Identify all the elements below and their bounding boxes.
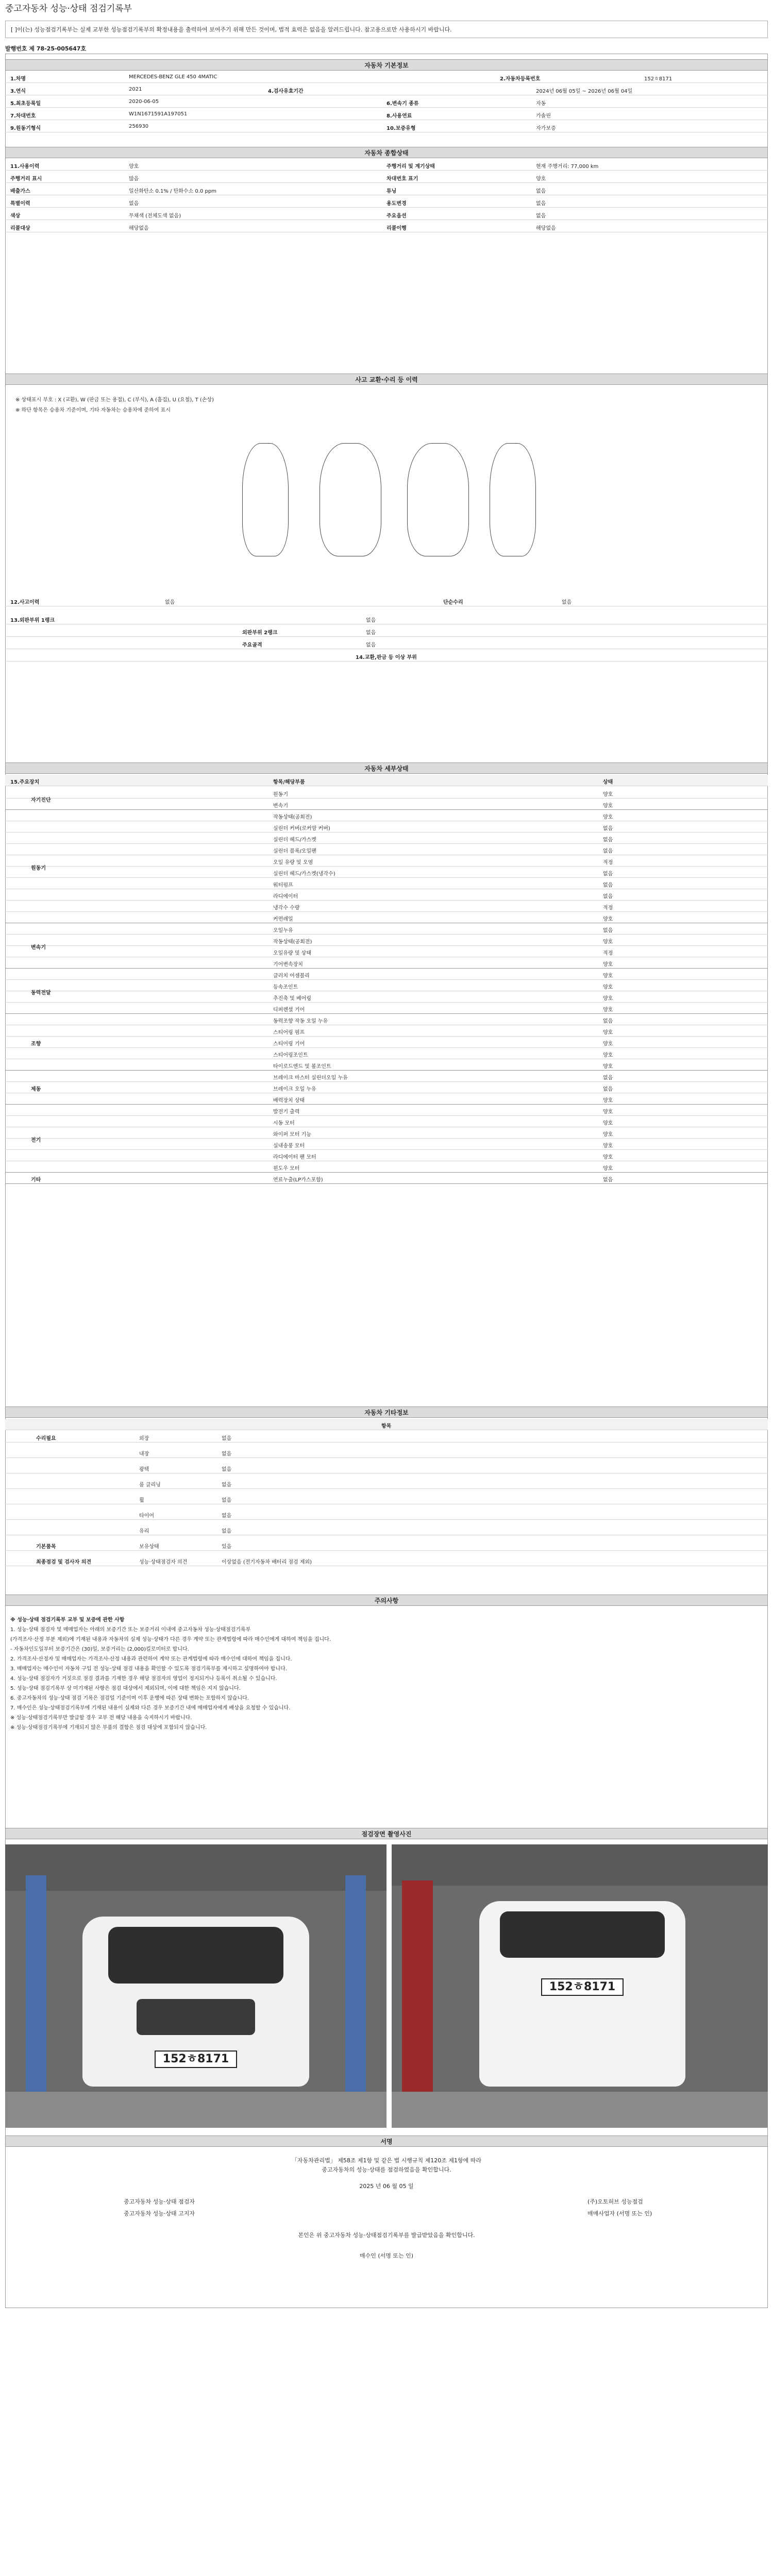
detail-row: [5, 1082, 768, 1093]
detail-item-status: 없음: [603, 894, 613, 900]
field-value: 없음: [165, 600, 175, 605]
detail-row: [5, 991, 768, 1003]
basic-row: [5, 109, 768, 120]
notes-line: 5. 성능·상태 점검기록부 상 미기재된 사항은 점검 대상에서 제외되며, 이에 대한 책임은 지지 않습니다.: [10, 1686, 241, 1691]
license-plate: 152ㅎ8171: [155, 2050, 237, 2068]
detail-row: [5, 878, 768, 889]
detail-item-status: 없음: [603, 826, 613, 832]
field-label: 3.연식: [10, 89, 26, 94]
section-basic-title: 자동차 기본정보: [5, 59, 768, 71]
others-item-label: 보유상태: [139, 1544, 159, 1550]
field-value: 없음: [366, 618, 376, 623]
detail-item-label: 라디에이터: [273, 894, 298, 900]
detail-item-status: 없음: [603, 1019, 613, 1024]
others-item-label: 타이어: [139, 1513, 154, 1519]
photo-front: [5, 1844, 386, 2128]
others-item-status: 없음: [222, 1467, 232, 1472]
accident-row: [5, 595, 768, 606]
detail-row: [5, 912, 768, 923]
notes-line: 2. 가격조사·산정자 및 매매업자는 가격조사·산정 내용과 관련하여 계약 또는 관계법령에 따라 매수인에 대하여 책임을 집니다.: [10, 1656, 292, 1662]
field-value: 없음: [536, 213, 546, 219]
others-item-label: 유리: [139, 1529, 149, 1534]
field-value: 일산화탄소 0.1% / 탄화수소 0.0 ppm: [129, 189, 216, 194]
detail-item-status: 양호: [603, 973, 613, 979]
detail-item-label: 스티어링조인트: [273, 1053, 308, 1058]
detail-item-label: 실린더 블록/오일팬: [273, 849, 316, 854]
notes-line: 6. 중고자동차의 성능·상태 점검 기록은 점검일 기준이며 이후 운행에 따른 상태 변화는 포함하지 않습니다.: [10, 1696, 249, 1701]
others-item-label: 성능·상태점검자 의견: [139, 1560, 188, 1565]
car-side-left: [242, 443, 289, 556]
notes-line: ※ 성능·상태점검기록부만 발급할 경우 교부 전 해당 내용을 숙지하시기 바랍니다.: [10, 1715, 192, 1721]
field-label: 10.보증유형: [386, 126, 416, 131]
basic-row: [5, 121, 768, 132]
others-item-label: 내장: [139, 1451, 149, 1457]
detail-row: [5, 1059, 768, 1071]
detail-item-label: 실내송풍 모터: [273, 1143, 305, 1149]
detail-item-label: 기어변속장치: [273, 962, 303, 968]
others-item-status: 있음: [222, 1544, 232, 1550]
section-detail-title: 자동차 세부상태: [5, 762, 768, 774]
detail-item-status: 양호: [603, 996, 613, 1002]
field-label: 주행거리 및 계기상태: [386, 164, 435, 170]
detail-item-label: 추진축 및 베어링: [273, 996, 311, 1002]
others-item-status: 없음: [222, 1482, 232, 1488]
detail-row: [5, 1093, 768, 1105]
others-row: [5, 1555, 768, 1566]
field-value: 양호: [129, 164, 139, 170]
detail-row: [5, 1003, 768, 1014]
accident-row: [5, 650, 768, 662]
field-label: 13.외판부위 1랭크: [10, 618, 55, 623]
detail-row: [5, 935, 768, 946]
car-top-rear: [407, 443, 469, 556]
detail-item-label: 커먼레일: [273, 917, 293, 922]
detail-item-label: 워터펌프: [273, 883, 293, 888]
detail-row: [5, 821, 768, 833]
field-value: 없음: [366, 630, 376, 636]
accident-row: [5, 638, 768, 649]
field-value: 256930: [129, 124, 149, 129]
detail-item-label: 작동상태(공회전): [273, 939, 312, 945]
notes-line: ※ 성능·상태 점검기록부 교부 및 보증에 관한 사항: [10, 1617, 125, 1623]
detail-item-label: 실린더 헤드/가스켓: [273, 837, 316, 843]
accident-note: ※ 하단 항목은 승용차 기준이며, 기타 자동차는 승용차에 준하여 표시: [15, 408, 171, 413]
detail-item-status: 없음: [603, 928, 613, 934]
field-label: 주요골격: [242, 642, 262, 648]
column-header: 항목: [381, 1423, 392, 1429]
field-value: 해당없음: [129, 226, 149, 231]
detail-item-status: 없음: [603, 849, 613, 854]
detail-row: [5, 1127, 768, 1139]
others-item-status: 없음: [222, 1451, 232, 1457]
notes-line: ※ 성능·상태점검기록부에 기재되지 않은 부품의 결함은 점검 대상에 포함되지 않습니다.: [10, 1725, 207, 1731]
notes-line: 4. 성능·상태 점검자가 거짓으로 점검 결과를 기재한 경우 해당 점검자의 영업이 정지되거나 등록이 취소될 수 있습니다.: [10, 1676, 277, 1682]
section-notes-title: 주의사항: [5, 1595, 768, 1606]
notes-line: 7. 매수인은 성능·상태점검기록부에 기재된 내용이 실제와 다른 경우 보증기간 내에 매매업자에게 배상을 요청할 수 있습니다.: [10, 1705, 291, 1711]
field-value: 자동: [536, 101, 546, 107]
general-row: [5, 209, 768, 220]
detail-row: [5, 980, 768, 991]
section-general-title: 자동차 종합상태: [5, 147, 768, 158]
detail-item-label: 냉각수 수량: [273, 905, 300, 911]
field-label: 12.사고이력: [10, 600, 40, 605]
detail-item-label: 라디에이터 팬 모터: [273, 1155, 316, 1160]
detail-item-status: 양호: [603, 803, 613, 809]
others-item-status: 없음: [222, 1513, 232, 1519]
field-label: 11.사용이력: [10, 164, 40, 170]
detail-row: [5, 844, 768, 855]
detail-item-label: 등속조인트: [273, 985, 298, 990]
general-row: [5, 159, 768, 171]
detail-item-label: 와이퍼 모터 기능: [273, 1132, 311, 1138]
field-label: 특별이력: [10, 201, 30, 207]
detail-item-label: 발전기 출력: [273, 1109, 300, 1115]
detail-row: [5, 923, 768, 935]
sign-line-1: 「자동차관리법」 제58조 제1항 및 같은 법 시행규칙 제120조 제1항에 따라: [291, 2157, 482, 2164]
detail-item-status: 양호: [603, 1109, 613, 1115]
field-label: 5.최초등록일: [10, 101, 41, 107]
others-row: [5, 1524, 768, 1535]
detail-item-status: 양호: [603, 1166, 613, 1172]
accident-row: [5, 625, 768, 637]
detail-item-label: 동력조향 작동 오일 누유: [273, 1019, 328, 1024]
detail-item-label: 오일유량 및 상태: [273, 951, 311, 956]
sign-receipt: 본인은 위 중고자동차 성능·상태점검기록부를 발급받았음을 확인합니다.: [298, 2232, 475, 2239]
detail-row: [5, 1071, 768, 1082]
field-value: 2020-06-05: [129, 99, 159, 105]
field-label: 4.검사유효기간: [268, 89, 304, 94]
detail-header: [5, 775, 768, 786]
field-label: 주행거리 표시: [10, 176, 42, 182]
field-value: 없음: [366, 642, 376, 648]
general-row: [5, 184, 768, 195]
sign-buyer: 매수인 (서명 또는 인): [359, 2252, 414, 2259]
others-group-label: 최종점검 및 검사자 의견: [36, 1560, 92, 1565]
section-sign-title: 서명: [5, 2136, 768, 2147]
notice-box: [5, 21, 768, 38]
detail-item-status: 양호: [603, 1155, 613, 1160]
detail-item-label: 스티어링 펌프: [273, 1030, 305, 1036]
detail-item-status: 양호: [603, 815, 613, 820]
field-value: 없음: [536, 201, 546, 207]
detail-item-label: 연료누출(LP가스포함): [273, 1177, 323, 1183]
detail-row: [5, 1150, 768, 1161]
detail-item-status: 양호: [603, 1064, 613, 1070]
detail-group-label: 기타: [31, 1177, 41, 1183]
sign-line-2: 중고자동차의 성능·상태를 점검하였음을 확인합니다.: [322, 2166, 451, 2173]
detail-group-label: 변속기: [31, 945, 46, 951]
sign-label: 중고자동차 성능·상태 점검자: [124, 2198, 195, 2205]
field-value: 없음: [536, 189, 546, 194]
detail-item-status: 양호: [603, 1041, 613, 1047]
detail-row: [5, 946, 768, 957]
others-row: [5, 1493, 768, 1504]
field-label: 6.변속기 종류: [386, 101, 419, 107]
field-label: 9.원동기형식: [10, 126, 41, 131]
field-value: 자가보증: [536, 126, 556, 131]
detail-item-label: 스티어링 기어: [273, 1041, 305, 1047]
detail-item-status: 양호: [603, 1007, 613, 1013]
detail-item-label: 브레이크 오일 누유: [273, 1087, 316, 1092]
detail-row: [5, 889, 768, 901]
sign-inspector-row: [0, 2197, 773, 2208]
field-label: 14.교환,판금 등 이상 부위: [356, 655, 417, 660]
field-value: MERCEDES-BENZ GLE 450 4MATIC: [129, 74, 217, 80]
detail-item-status: 양호: [603, 985, 613, 990]
car-side-right: [490, 443, 536, 556]
detail-item-status: 양호: [603, 939, 613, 945]
detail-row: [5, 957, 768, 969]
detail-item-status: 적정: [603, 951, 613, 956]
sign-value: 매매사업자 (서명 또는 인): [587, 2210, 652, 2217]
detail-row: [5, 1105, 768, 1116]
section-photo-title: 점검장면 촬영사진: [5, 1828, 768, 1839]
detail-item-label: 실린더 커버(로커암 커버): [273, 826, 330, 832]
sign-label: 중고자동차 성능·상태 고지자: [124, 2210, 195, 2217]
field-label: 단순수리: [443, 600, 463, 605]
notes-line: (가격조사·산정 부분 제외)에 기재된 내용과 자동차의 실제 성능·상태가 다른 경우 계약 또는 관계법령에 따라 매수인에게 대하여 책임을 집니다.: [10, 1637, 331, 1642]
field-label: 1.차명: [10, 76, 26, 82]
field-label: 7.차대번호: [10, 113, 36, 119]
accident-legend: ※ 상태표시 부호 : X (교환), W (판금 또는 용접), C (부식), A (흠집), U (요철), T (손상): [15, 397, 214, 403]
detail-item-label: 작동상태(공회전): [273, 815, 312, 820]
notes-text: [10, 1615, 763, 1832]
general-row: [5, 196, 768, 208]
detail-item-status: 양호: [603, 962, 613, 968]
detail-item-label: 오일 유량 및 오염: [273, 860, 313, 866]
detail-item-label: 브레이크 마스터 실린더오일 누유: [273, 1075, 348, 1081]
field-value: 2024년 06월 05일 ~ 2026년 06월 04일: [536, 89, 633, 94]
detail-group-label: 조향: [31, 1041, 41, 1047]
detail-item-status: 양호: [603, 1053, 613, 1058]
section-accident-title: 사고 교환·수리 등 이력: [5, 374, 768, 385]
others-row: [5, 1539, 768, 1551]
field-value: 해당없음: [536, 226, 556, 231]
others-group-label: 수리필요: [36, 1436, 56, 1442]
detail-item-status: 양호: [603, 1030, 613, 1036]
notice-text: [ ]이(는) 성능점검기록부는 실제 교부한 성능점검기록부의 확정내용을 출력하여 보여주기 위해 만든 것이며, 법적 효력은 없음을 알려드립니다. 참고용으로만 사용하시기 바랍니다.: [11, 26, 452, 33]
sign-pricer-row: [0, 2209, 773, 2219]
field-value: 없음: [129, 201, 139, 207]
detail-row: [5, 799, 768, 810]
detail-item-status: 없음: [603, 1075, 613, 1081]
column-header: 상태: [603, 779, 613, 785]
detail-row: [5, 969, 768, 980]
detail-item-status: 없음: [603, 883, 613, 888]
field-value: W1N1671591A197051: [129, 111, 188, 117]
field-value: 2021: [129, 87, 142, 92]
field-label: 차대번호 표기: [386, 176, 418, 182]
detail-group-label: 원동기: [31, 866, 46, 871]
general-row: [5, 221, 768, 232]
field-label: 용도변경: [386, 201, 407, 207]
detail-item-label: 타이로드엔드 및 볼조인트: [273, 1064, 331, 1070]
license-plate: 152ㅎ8171: [541, 1978, 624, 1996]
detail-item-status: 적정: [603, 905, 613, 911]
sign-date: 2025 년 06 월 05 일: [359, 2183, 414, 2190]
detail-row: [5, 1161, 768, 1173]
others-item-label: 룸 클리닝: [139, 1482, 161, 1488]
others-item-status: 없음: [222, 1436, 232, 1442]
detail-row: [5, 1048, 768, 1059]
field-label: 8.사용연료: [386, 113, 412, 119]
detail-row: [5, 867, 768, 878]
accident-row: [5, 613, 768, 624]
detail-item-status: 양호: [603, 917, 613, 922]
field-value: 많음: [129, 176, 139, 182]
field-label: 주요옵션: [386, 213, 407, 219]
others-header: [5, 1419, 768, 1430]
detail-item-status: 양호: [603, 792, 613, 798]
field-label: 리콜대상: [10, 226, 30, 231]
detail-item-label: 배력장치 상태: [273, 1098, 305, 1104]
notes-line: 1. 성능·상태 점검자 및 매매업자는 아래의 보증기간 또는 보증거리 이내에 중고자동차 성능·상태점검기록부: [10, 1627, 251, 1633]
basic-row: [5, 96, 768, 108]
detail-item-label: 클러치 어셈블리: [273, 973, 310, 979]
detail-row: [5, 1173, 768, 1184]
detail-item-label: 변속기: [273, 803, 288, 809]
detail-item-status: 양호: [603, 1121, 613, 1126]
others-item-status: 이상없음 (전기자동차 배터리 점검 제외): [222, 1560, 312, 1565]
detail-group-label: 제동: [31, 1087, 41, 1092]
field-value: 양호: [536, 176, 546, 182]
field-label: 배출가스: [10, 189, 30, 194]
detail-item-status: 양호: [603, 1132, 613, 1138]
others-row: [5, 1509, 768, 1520]
others-item-status: 없음: [222, 1498, 232, 1503]
detail-row: [5, 855, 768, 867]
field-label: 리콜이행: [386, 226, 407, 231]
detail-item-status: 없음: [603, 871, 613, 877]
detail-row: [5, 1139, 768, 1150]
sign-value: (주)오토허브 성능점검: [587, 2198, 643, 2205]
field-value: 가솔린: [536, 113, 551, 119]
others-row: [5, 1462, 768, 1473]
field-value: 없음: [562, 600, 572, 605]
others-item-label: 외장: [139, 1436, 149, 1442]
field-label: 2.자동차등록번호: [500, 76, 541, 82]
field-value: 무채색 (전체도색 없음): [129, 213, 181, 219]
detail-row: [5, 901, 768, 912]
notes-line: - 자동차인도일부터 보증기간은 (30)일, 보증거리는 (2,000)킬로미터로 합니다.: [10, 1647, 189, 1652]
detail-item-label: 디퍼렌셜 기어: [273, 1007, 305, 1013]
field-value: 현재 주행거리: 77,000 km: [536, 164, 599, 170]
detail-item-status: 적정: [603, 860, 613, 866]
basic-row: [5, 84, 768, 95]
basic-row: [5, 72, 768, 83]
notes-line: 3. 매매업자는 매수인이 자동차 구입 전 성능·상태 점검 내용을 확인할 수 있도록 점검기록부를 제시하고 설명하여야 합니다.: [10, 1666, 287, 1672]
detail-item-status: 양호: [603, 1098, 613, 1104]
column-header: 항목/해당부품: [273, 779, 305, 785]
detail-item-label: 원동기: [273, 792, 288, 798]
others-row: [5, 1431, 768, 1443]
detail-item-label: 오일누유: [273, 928, 293, 934]
car-top-front: [320, 443, 381, 556]
detail-row: [5, 1014, 768, 1025]
field-label: 튜닝: [386, 189, 397, 194]
field-label: 색상: [10, 213, 21, 219]
detail-row: [5, 1116, 768, 1127]
detail-group-label: 동력전달: [31, 990, 51, 996]
detail-item-status: 양호: [603, 1143, 613, 1149]
detail-item-label: 윈도우 모터: [273, 1166, 300, 1172]
detail-group-divider: [5, 1183, 768, 1184]
detail-item-label: 시동 모터: [273, 1121, 295, 1126]
field-label: 외판부위 2랭크: [242, 630, 278, 636]
section-others-title: 자동차 기타정보: [5, 1406, 768, 1418]
detail-item-status: 없음: [603, 837, 613, 843]
photo-rear: [392, 1844, 768, 2128]
detail-row: [5, 787, 768, 799]
others-item-status: 없음: [222, 1529, 232, 1534]
others-item-label: 휠: [139, 1498, 144, 1503]
detail-row: [5, 1025, 768, 1037]
others-row: [5, 1478, 768, 1489]
detail-row: [5, 833, 768, 844]
others-group-label: 기본품목: [36, 1544, 56, 1550]
general-row: [5, 172, 768, 183]
document-title: 중고자동차 성능·상태 점검기록부: [5, 4, 132, 14]
column-header: 15.주요장치: [10, 779, 40, 785]
field-value: 152ㅎ8171: [644, 76, 673, 82]
detail-row: [5, 1037, 768, 1048]
document-number: 발행번호 제 78-25-005647호: [5, 45, 87, 52]
detail-row: [5, 810, 768, 821]
detail-item-status: 없음: [603, 1087, 613, 1092]
others-item-label: 광택: [139, 1467, 149, 1472]
detail-item-status: 없음: [603, 1177, 613, 1183]
others-row: [5, 1447, 768, 1458]
detail-item-label: 실린더 헤드/가스켓(냉각수): [273, 871, 335, 877]
detail-group-label: 전기: [31, 1138, 41, 1143]
detail-group-label: 자기진단: [31, 798, 51, 803]
